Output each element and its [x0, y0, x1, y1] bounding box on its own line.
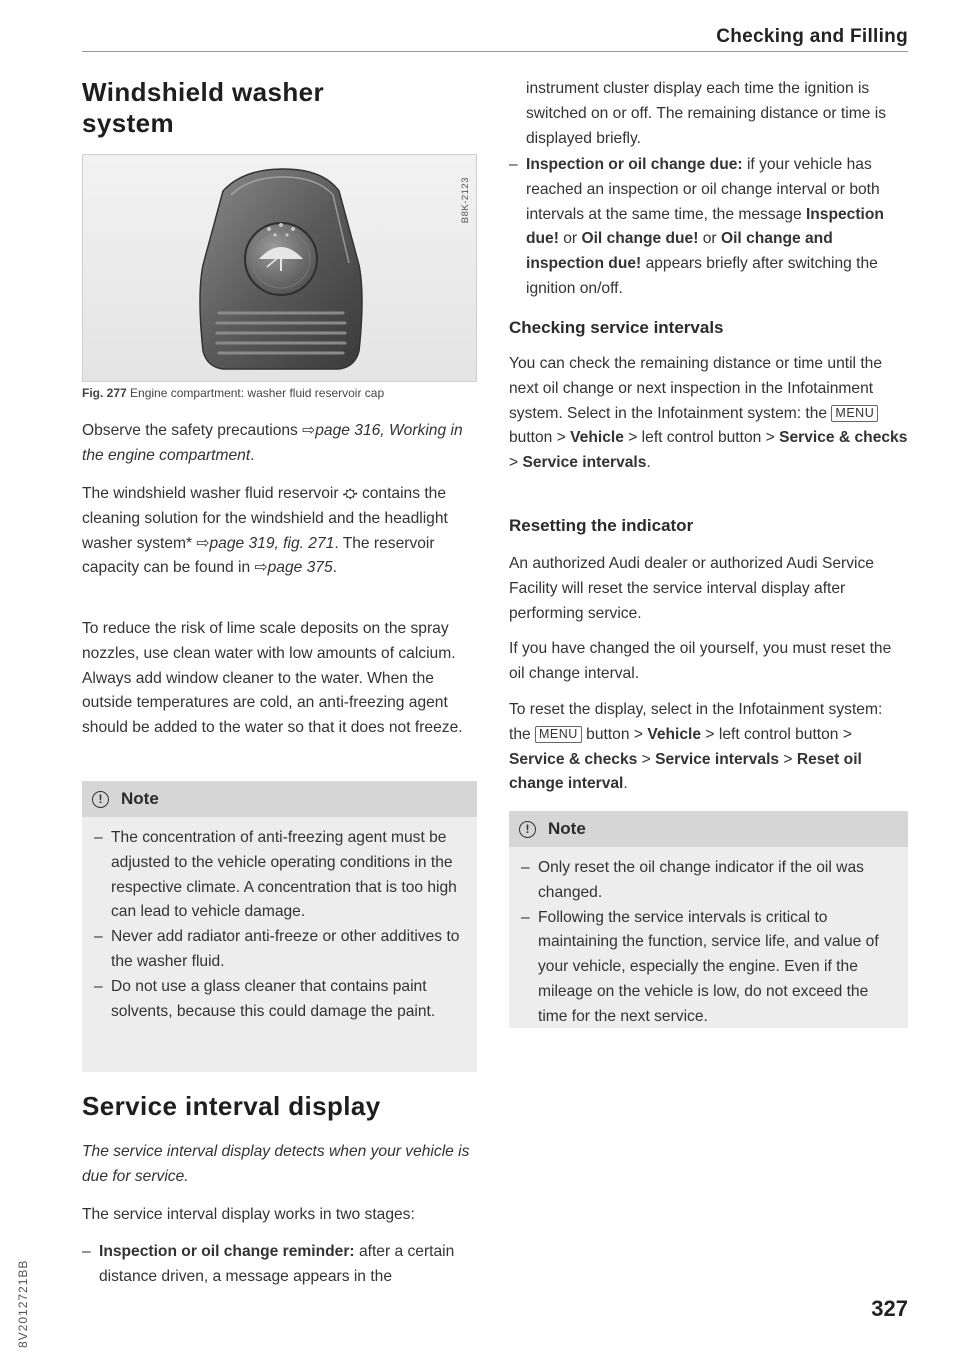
header-rule	[82, 51, 908, 52]
note-title: Note	[121, 789, 159, 808]
list-item: – Do not use a glass cleaner that contains paint solvents, because this could damage the paint.	[94, 977, 436, 1020]
cross-ref-link[interactable]: page 319, fig. 271	[209, 534, 335, 552]
figure-caption	[82, 386, 477, 400]
note-box-washer	[82, 781, 477, 1072]
heading-resetting: Resetting the indicator	[509, 516, 694, 535]
note-list	[94, 826, 465, 1024]
stage-list-left	[82, 1240, 477, 1290]
note-header	[509, 811, 908, 847]
cross-ref-link[interactable]: page 375	[267, 559, 333, 577]
figure-washer-cap	[82, 154, 477, 382]
document-code: 8V2012721BB	[16, 1259, 30, 1348]
note-title: Note	[548, 819, 586, 838]
paragraph-two-stages: The service interval display works in two stages:	[82, 1206, 415, 1223]
page-number: 327	[871, 1296, 908, 1321]
figure-caption-text: Engine compartment: washer fluid reservoir cap	[130, 386, 385, 400]
figure-code: B8K-2123	[460, 177, 471, 224]
section-intro: The service interval display detects when your vehicle is due for service.	[82, 1143, 470, 1185]
cross-ref-link[interactable]: page 316, Working in the engine compartment	[82, 422, 463, 464]
paragraph-reset-self: If you have changed the oil yourself, you must reset the oil change interval.	[509, 640, 892, 682]
figure-label: Fig. 277	[82, 386, 127, 400]
note-header	[82, 781, 477, 817]
paragraph-reset-steps: To reset the display, select in the Infotainment system: the MENU button > Vehicle > left control button > Service & checks > Service intervals > Reset oil change interval.	[509, 701, 883, 793]
washer-reservoir-cap-illustration	[83, 155, 477, 382]
menu-key: MENU	[535, 726, 582, 743]
running-header: Checking and Filling	[716, 26, 908, 47]
paragraph-reservoir: The windshield washer fluid reservoir ⛮ contains the cleaning solution for the windshield and the headlight washer system* ⇨page 319, fig. 271. The reservoir capacity can be found in ⇨page 375.	[82, 485, 448, 577]
list-item: – The concentration of anti-freezing agent must be adjusted to the vehicle operating conditions in the respective climate. A concentration that is too high can lead to vehicle damage.	[94, 829, 457, 921]
paragraph-checking: You can check the remaining distance or time until the next oil change or next inspection in the Infotainment system. Select in the Infotainment system: the MENU button > Vehicle > left control button > Service & checks > Service intervals.	[509, 355, 908, 472]
cross-ref-arrow-icon: ⇨	[254, 559, 268, 577]
heading-checking: Checking service intervals	[509, 318, 724, 337]
section-title-washer: Windshield washer system	[82, 77, 325, 138]
washer-symbol-icon: ⛮	[342, 485, 358, 501]
paragraph-continued: instrument cluster display each time the ignition is switched on or off. The remaining distance or time is displayed briefly.	[526, 80, 886, 147]
list-item: – Inspection or oil change due: if your vehicle has reached an inspection or oil change interval or both intervals at the same time, the message Inspection due! or Oil change due! or Oil change and inspection due! appears briefly after switching the ignition on/off.	[509, 156, 884, 297]
cross-ref-arrow-icon: ⇨	[302, 422, 316, 439]
section-title-service: Service interval display	[82, 1091, 381, 1121]
note-box-service	[509, 811, 908, 1028]
note-body	[509, 847, 908, 1038]
paragraph-reset-dealer: An authorized Audi dealer or authorized Audi Service Facility will reset the service interval display after performing service.	[509, 555, 874, 622]
list-item: – Following the service intervals is critical to maintaining the function, service life, and value of your vehicle, especially the engine. Even if the mileage on the vehicle is low, do not exceed the time for the next service.	[521, 908, 879, 1025]
note-body	[82, 817, 477, 1032]
note-exclamation-icon: !	[92, 791, 109, 808]
stage-list-right	[509, 153, 908, 302]
cross-ref-arrow-icon: ⇨	[196, 534, 210, 552]
note-exclamation-icon: !	[519, 821, 536, 838]
paragraph-lime-scale: To reduce the risk of lime scale deposits on the spray nozzles, use clean water with low amounts of calcium. Always add window cleaner to the water. When the outside temperatures are cold, an anti-freezing agent should be added to the water so that it does not freeze.	[82, 620, 463, 737]
menu-key: MENU	[831, 405, 878, 422]
paragraph-safety: Observe the safety precautions ⇨page 316, Working in the engine compartment.	[82, 422, 463, 464]
list-item: – Inspection or oil change reminder: after a certain distance driven, a message appears in the	[82, 1243, 455, 1285]
note-list	[521, 856, 896, 1030]
list-item: – Never add radiator anti-freeze or other additives to the washer fluid.	[94, 928, 460, 970]
list-item: – Only reset the oil change indicator if the oil was changed.	[521, 859, 864, 901]
